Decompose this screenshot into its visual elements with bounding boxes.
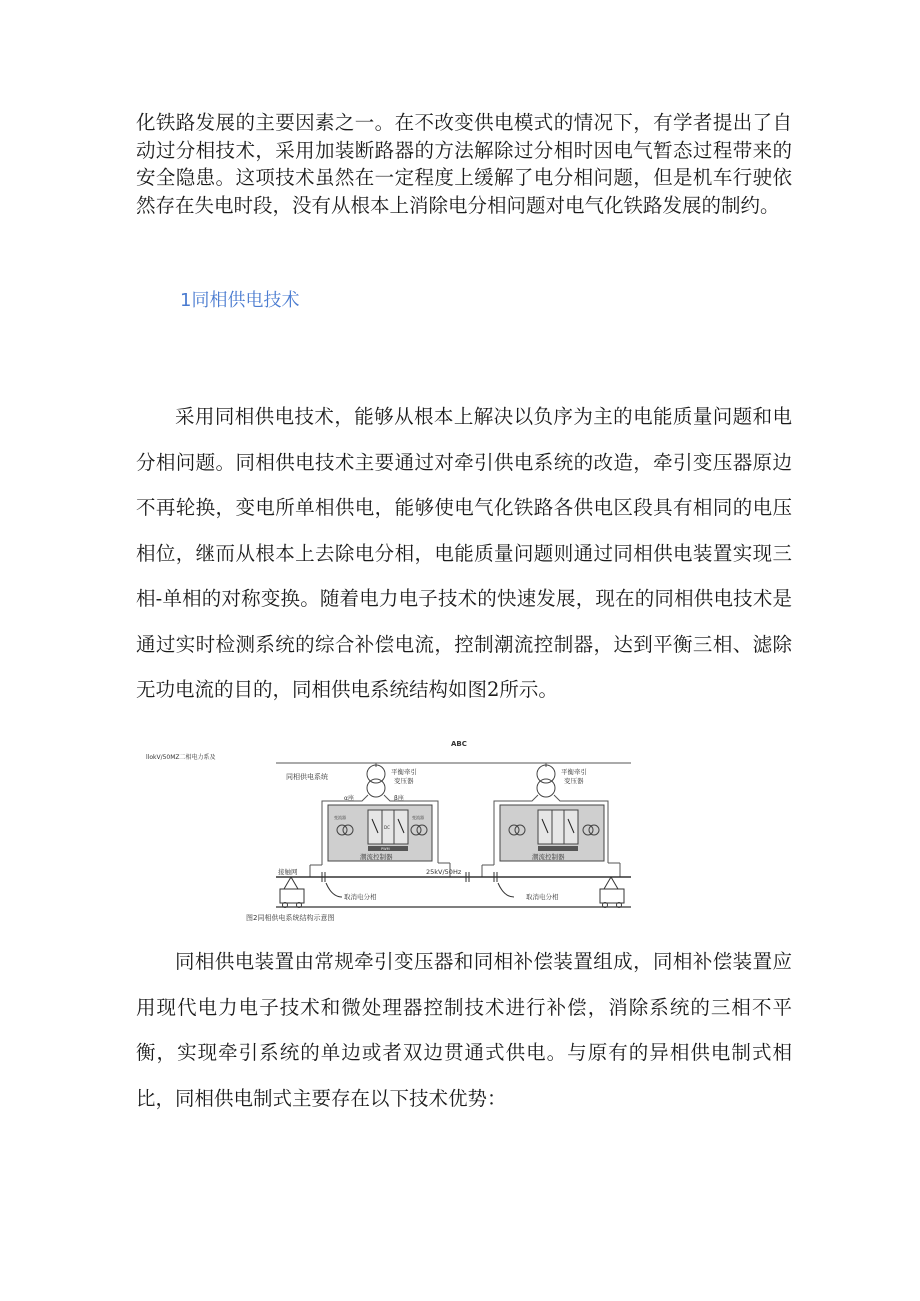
alpha-left: α座 bbox=[344, 795, 354, 802]
controller-label-right: 潮流控制器 bbox=[532, 853, 565, 861]
transformer-right-primary bbox=[537, 765, 555, 783]
transformer-left-label-2: 变压器 bbox=[394, 777, 414, 785]
top-label: ABC bbox=[451, 740, 467, 748]
locomotive-right-icon bbox=[600, 877, 624, 908]
voltage-label: 25kV/50Hz bbox=[426, 868, 462, 876]
substation-left bbox=[310, 763, 450, 877]
transformer-right-label-2: 变压器 bbox=[564, 777, 584, 785]
inner-label-left: 变流器 bbox=[334, 815, 346, 820]
transformer-right-label-1: 平衡牵引 bbox=[561, 768, 587, 776]
locomotive-left-icon bbox=[280, 877, 304, 908]
section-heading: 1同相供电技术 bbox=[180, 290, 300, 311]
transformer-right-secondary bbox=[537, 779, 555, 797]
cancel-label-left: 取消电分相 bbox=[344, 893, 377, 901]
inner-label-mid: DC bbox=[384, 825, 390, 830]
paragraph-intro: 化铁路发展的主要因素之一。在不改变供电模式的情况下，有学者提出了自动过分相技术，采用加装断路器的方法解除过分相时因电气暂态过程带来的安全隐患。这项技术虽然在一定程度上缓解了电分相问题，但是机车行驶依然存在失电时段，没有从根本上消除电分相问题对电气化铁路发展的制约。 bbox=[136, 111, 792, 217]
transformer-left-primary bbox=[367, 765, 385, 783]
catenary-label: 接触网 bbox=[278, 868, 298, 876]
controller-label-left: 潮流控制器 bbox=[360, 853, 393, 861]
paragraph-technique: 采用同相供电技术，能够从根本上解决以负序为主的电能质量问题和电分相问题。同相供电技术主要通过对牵引供电系统的改造，牵引变压器原边不再轮换，变电所单相供电，能够使电气化铁路各供电区段具有相同的电压相位，继而从根本上去除电分相，电能质量问题则通过同相供电装置实现三相-单相的对称变换。随着电力电子技术的快速发展，现在的同相供电技术是通过实时检测系统的综合补偿电流，控制潮流控制器，达到平衡三相、滤除无功电流的目的，同相供电系统结构如图2所示。 bbox=[136, 405, 792, 701]
figure-caption: 图2同相供电系统结构示意图 bbox=[246, 914, 335, 922]
cancel-label-right: 取消电分相 bbox=[526, 893, 559, 901]
substation-right bbox=[482, 763, 620, 877]
inner-label-bottom-left: PWM bbox=[381, 847, 390, 851]
figure-system-diagram bbox=[136, 737, 656, 927]
system-diagram-svg bbox=[136, 737, 656, 927]
paragraph-device: 同相供电装置由常规牵引变压器和同相补偿装置组成，同相补偿装置应用现代电力电子技术和微处理器控制技术进行补偿，消除系统的三相不平衡，实现牵引系统的单边或者双边贯通式供电。与原有的异相供电制式相比，同相供电制式主要存在以下技术优势： bbox=[136, 950, 792, 1110]
beta-left: β座 bbox=[394, 795, 404, 802]
transformer-left-label-1: 平衡牵引 bbox=[391, 768, 417, 776]
transformer-left-secondary bbox=[367, 779, 385, 797]
inner-label-right: 变流器 bbox=[412, 815, 424, 820]
system-label: 同相供电系统 bbox=[286, 773, 328, 781]
grid-label: llokV/50MZ二相电力系及 bbox=[146, 754, 216, 761]
